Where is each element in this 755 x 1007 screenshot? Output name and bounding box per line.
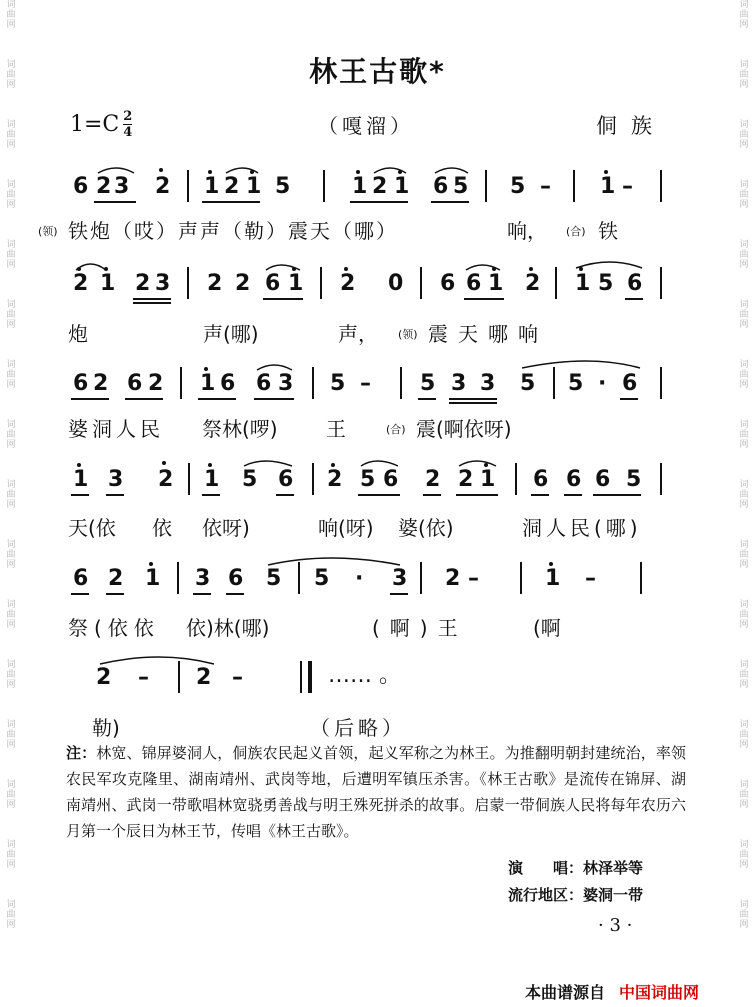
- watermark-char: 网: [6, 200, 16, 210]
- source-site-link[interactable]: 中国词曲网: [619, 983, 700, 1002]
- watermark-char: 词: [6, 600, 16, 610]
- omitted-marker: （后略）: [310, 716, 406, 740]
- lyric-text: (啊: [533, 616, 561, 640]
- source-credit: [525, 980, 699, 1003]
- watermark-unit: [737, 840, 751, 870]
- lyric-text: 响(呀): [318, 516, 374, 540]
- watermark-char: 网: [6, 920, 16, 930]
- singer-label: 演 唱：: [508, 859, 584, 877]
- region-label: 流行地区：: [508, 886, 584, 904]
- watermark-char: 曲: [6, 550, 16, 560]
- lyric-text: 震天哪响: [428, 322, 548, 346]
- lyric-text: 祭(依依: [68, 616, 160, 640]
- watermark-char: 曲: [6, 790, 16, 800]
- watermark-char: 曲: [739, 850, 749, 860]
- region-value: 婆洞一带: [583, 886, 644, 904]
- footnote-text: 林宽、锦屏婆洞人，侗族农民起义首领，起义军称之为林王。为推翻明朝封建统治，率领农民军攻克隆里、湖南靖州、武岗等地，后遭明军镇压杀害。《林王古歌》是流传在锦屏、湖南靖州、武岗一带歌唱林宽骁勇善战与明王殊死拼杀的故事。启蒙一带侗族人民将每年农历六月第一个辰日为林王节，传唱《林王古歌》。: [66, 744, 686, 840]
- watermark-char: 词: [739, 600, 749, 610]
- lyric-text: 祭林(啰): [202, 417, 278, 441]
- watermark-char: 网: [739, 500, 749, 510]
- watermark-char: 网: [739, 800, 749, 810]
- watermark-char: 网: [6, 500, 16, 510]
- watermark-char: 曲: [6, 70, 16, 80]
- watermark-char: 词: [6, 420, 16, 430]
- watermark-char: 词: [739, 720, 749, 730]
- watermark-char: 网: [739, 140, 749, 150]
- watermark-char: 词: [739, 180, 749, 190]
- score-line: 1 3 2 1 5 6 2 5 6 2 2 1 6 6 6 5: [0, 458, 755, 518]
- lyric-text: 铁炮（哎）声声（勒）震天（哪）: [68, 219, 398, 243]
- watermark-char: 曲: [6, 610, 16, 620]
- watermark-char: 网: [739, 860, 749, 870]
- score-line: 2 – 2 – …… 。: [0, 652, 755, 712]
- watermark-char: 曲: [739, 790, 749, 800]
- watermark-char: 词: [739, 480, 749, 490]
- watermark-unit: [4, 120, 18, 150]
- lyric-text: 王: [326, 417, 346, 441]
- watermark-char: 曲: [6, 670, 16, 680]
- watermark-unit: [4, 900, 18, 930]
- watermark-char: 曲: [6, 130, 16, 140]
- time-denominator: 4: [123, 125, 133, 140]
- watermark-char: 网: [6, 440, 16, 450]
- score-line: 2 1 2 3 2 2 6 1 2 0 6 6 1 2 1 5 6: [0, 262, 755, 322]
- watermark-char: 网: [739, 80, 749, 90]
- watermark-char: 曲: [739, 130, 749, 140]
- watermark-char: 曲: [6, 430, 16, 440]
- singer-value: 林泽举等: [583, 859, 644, 877]
- watermark-char: 词: [6, 0, 16, 10]
- lyric-text: 婆洞人民: [68, 417, 164, 441]
- watermark-char: 词: [739, 900, 749, 910]
- watermark-char: 曲: [6, 910, 16, 920]
- watermark-char: 曲: [739, 670, 749, 680]
- role-marker: (合): [566, 225, 586, 238]
- watermark-char: 曲: [6, 10, 16, 20]
- lyric-text: 声(哪): [203, 322, 259, 346]
- lyric-text: 勒): [92, 716, 120, 740]
- region-credit: [508, 884, 643, 905]
- watermark-char: 网: [6, 860, 16, 870]
- watermark-char: 词: [6, 60, 16, 70]
- watermark-char: 网: [739, 260, 749, 270]
- watermark-char: 网: [6, 320, 16, 330]
- watermark-char: 词: [739, 240, 749, 250]
- lyric-text: 天(依: [68, 516, 116, 540]
- watermark-char: 词: [6, 840, 16, 850]
- watermark-char: 词: [6, 720, 16, 730]
- watermark-char: 词: [6, 120, 16, 130]
- watermark-unit: [4, 0, 18, 30]
- role-marker: (领): [38, 225, 58, 238]
- watermark-char: 词: [739, 660, 749, 670]
- watermark-char: 网: [6, 800, 16, 810]
- key-signature: [70, 110, 132, 139]
- watermark-char: 网: [739, 680, 749, 690]
- singer-credit: [508, 857, 643, 878]
- watermark-char: 曲: [739, 190, 749, 200]
- watermark-char: 曲: [6, 730, 16, 740]
- lyric-line: [0, 413, 755, 443]
- lyric-text: 依呀): [202, 516, 250, 540]
- watermark-char: 词: [739, 540, 749, 550]
- watermark-char: 网: [739, 200, 749, 210]
- time-numerator: 2: [123, 109, 133, 124]
- slur-marks: [0, 557, 755, 617]
- watermark-char: 网: [739, 740, 749, 750]
- lyric-text: 依: [152, 516, 172, 540]
- watermark-char: 网: [739, 20, 749, 30]
- watermark-char: 词: [6, 360, 16, 370]
- watermark-char: 曲: [739, 550, 749, 560]
- watermark-char: 网: [739, 620, 749, 630]
- watermark-char: 网: [6, 260, 16, 270]
- watermark-char: 曲: [6, 490, 16, 500]
- source-label: 本曲谱源自: [525, 983, 606, 1002]
- watermark-char: 词: [739, 120, 749, 130]
- score-line: 6 2 3 2 1 2 1 5 1 2 1 6 5 5 – 1 –: [0, 165, 755, 225]
- watermark-char: 网: [739, 320, 749, 330]
- watermark-char: 网: [6, 80, 16, 90]
- watermark-unit: [737, 900, 751, 930]
- watermark-char: 词: [6, 480, 16, 490]
- watermark-unit: [737, 780, 751, 810]
- watermark-char: 词: [6, 540, 16, 550]
- watermark-char: 词: [739, 420, 749, 430]
- watermark-char: 曲: [739, 10, 749, 20]
- time-signature: [123, 110, 132, 139]
- watermark-char: 曲: [6, 250, 16, 260]
- lyric-text: 声，: [338, 322, 378, 346]
- intro-marking: （嘎溜）: [318, 114, 414, 138]
- intro-lyric: 侗族: [596, 114, 666, 138]
- lyric-text: 响，: [507, 219, 547, 243]
- watermark-char: 曲: [6, 310, 16, 320]
- watermark-char: 曲: [739, 910, 749, 920]
- watermark-char: 网: [6, 680, 16, 690]
- score-line: 6 2 6 2 1 6 6 3 5 – 5 3 3 5 5 · 6: [0, 362, 755, 422]
- watermark-char: 网: [6, 620, 16, 630]
- watermark-char: 曲: [739, 610, 749, 620]
- watermark-char: 词: [739, 840, 749, 850]
- watermark-char: 词: [6, 300, 16, 310]
- watermark-char: 曲: [739, 370, 749, 380]
- lyric-line: [0, 512, 755, 542]
- watermark-char: 曲: [739, 250, 749, 260]
- lyric-text: 洞人民(哪): [522, 516, 642, 540]
- watermark-unit: [737, 120, 751, 150]
- watermark-char: 曲: [6, 370, 16, 380]
- footnote-label: 注：: [66, 744, 97, 762]
- watermark-char: 网: [6, 560, 16, 570]
- slur-marks: [0, 458, 755, 518]
- watermark-char: 词: [739, 0, 749, 10]
- lyric-line: [0, 318, 755, 348]
- watermark-char: 曲: [739, 310, 749, 320]
- watermark-char: 网: [739, 380, 749, 390]
- watermark-char: 词: [6, 660, 16, 670]
- footnote: [66, 740, 686, 844]
- page-number: · 3 ·: [598, 915, 633, 936]
- slur-marks: [0, 262, 755, 322]
- role-marker: (领): [398, 328, 418, 341]
- watermark-char: 曲: [6, 850, 16, 860]
- lyric-text: 震(啊依呀): [416, 417, 512, 441]
- watermark-char: 词: [6, 900, 16, 910]
- lyric-text: 依)林(哪): [186, 616, 270, 640]
- watermark-char: 网: [739, 440, 749, 450]
- watermark-char: 网: [739, 920, 749, 930]
- lyric-text: 炮: [68, 322, 88, 346]
- watermark-char: 词: [739, 60, 749, 70]
- watermark-unit: [737, 0, 751, 30]
- watermark-char: 曲: [739, 490, 749, 500]
- watermark-char: 曲: [6, 190, 16, 200]
- slur-marks: [0, 652, 755, 712]
- lyric-text: 铁: [598, 219, 618, 243]
- watermark-char: 网: [6, 740, 16, 750]
- watermark-unit: [4, 840, 18, 870]
- watermark-char: 词: [739, 360, 749, 370]
- watermark-char: 网: [6, 140, 16, 150]
- lyric-line: [0, 712, 755, 742]
- watermark-char: 词: [6, 240, 16, 250]
- score-line: 6 2 1 3 6 5 5 · 3 2 – 1 –: [0, 557, 755, 617]
- watermark-char: 曲: [739, 730, 749, 740]
- watermark-char: 词: [6, 180, 16, 190]
- watermark-char: 网: [6, 380, 16, 390]
- watermark-char: 词: [739, 780, 749, 790]
- lyric-line: [0, 215, 755, 245]
- watermark-char: 词: [739, 300, 749, 310]
- watermark-unit: [4, 780, 18, 810]
- watermark-char: 曲: [739, 430, 749, 440]
- song-title: 林王古歌*: [309, 55, 446, 88]
- watermark-char: 网: [6, 20, 16, 30]
- role-marker: (合): [386, 423, 406, 436]
- watermark-char: 词: [6, 780, 16, 790]
- watermark-char: 网: [739, 560, 749, 570]
- lyric-text: 婆(依): [398, 516, 454, 540]
- lyric-text: (啊)王: [372, 616, 468, 640]
- watermark-char: 曲: [739, 70, 749, 80]
- lyric-line: [0, 612, 755, 642]
- key-prefix: 1=C: [70, 112, 120, 137]
